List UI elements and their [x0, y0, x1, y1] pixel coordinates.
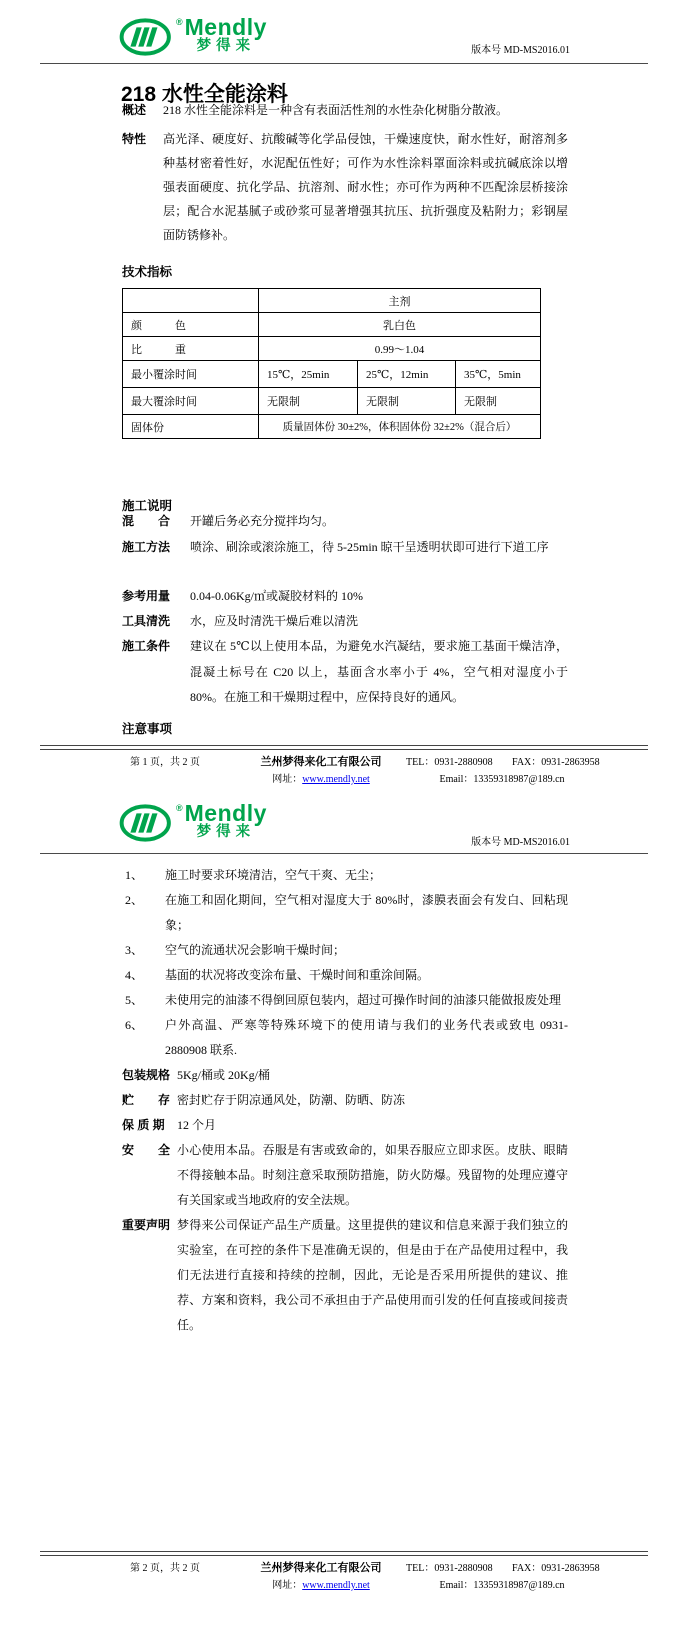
features-text: 高光泽、硬度好、抗酸碱等化学品侵蚀，干燥速度快，耐水性好，耐溶剂多种基材密着性好，水泥配伍性好；可作为水性涂料罩面涂料或抗碱底涂以增强表面硬度、抗化学品、抗溶剂、耐水性；亦可作为两种不匹配涂层桥接涂层；配合水泥基腻子或砂浆可显著增强其抗压、抗折强度及粘附力；彩钢屋面防锈修补。 — [163, 132, 568, 242]
max-recoat-label-cell: 最大覆涂时间 — [123, 388, 259, 415]
field-label: 保 质 期 — [122, 1118, 165, 1132]
field-label: 安 全 — [122, 1143, 171, 1157]
note-item — [122, 938, 568, 963]
field-label: 包装规格 — [122, 1068, 171, 1082]
note-item — [122, 888, 568, 938]
header-rule — [40, 63, 648, 64]
table-row — [123, 361, 541, 388]
page-title: 218 水性全能涂料 — [121, 83, 288, 107]
max-recoat-value-cell: 无限制 — [358, 388, 456, 415]
page-footer — [40, 1551, 648, 1593]
shelf-life-row — [122, 1113, 568, 1138]
note-item — [122, 863, 568, 888]
field-label: 施工条件 — [122, 639, 171, 653]
field-value: 水，应及时清洗干燥后难以清洗 — [190, 614, 359, 628]
footer-fax: FAX：0931-2863958 — [512, 1563, 600, 1574]
construction-row-dosage — [122, 584, 568, 609]
field-value: 梦得来公司保证产品生产质量。这里提供的建议和信息来源于我们独立的实验室，在可控的条件下是准确无误的，但是由于在产品使用过程中，我们无法进行直接和持续的控制，因此，无论是否采用所提供的建议、推荐、方案和资料，我公司不承担由于产品使用而引发的任何直接或间接责任。 — [177, 1218, 568, 1332]
field-label: 重要声明 — [122, 1218, 171, 1232]
overview-label: 概述 — [122, 103, 147, 117]
field-value: 5Kg/桶或 20Kg/桶 — [177, 1068, 271, 1082]
mendly-logo-icon — [119, 803, 175, 843]
field-value: 小心使用本品。吞服是有害或致命的，如果吞服应立即求医。皮肤、眼睛不得接触本品。时刻注意采取预防措施，防火防爆。残留物的处理应遵守有关国家或当地政府的安全法规。 — [177, 1143, 568, 1207]
footer-line-1 — [40, 753, 648, 769]
solids-value-cell: 质量固体份 30±2%，体积固体份 32±2%（混合后） — [259, 415, 541, 439]
footer-web — [246, 773, 396, 787]
field-label: 贮 存 — [122, 1093, 171, 1107]
overview-row — [122, 101, 568, 120]
max-recoat-value-cell: 无限制 — [259, 388, 358, 415]
note-item — [122, 1013, 568, 1063]
table-cell-empty — [123, 289, 259, 313]
note-number: 3、 — [125, 943, 144, 957]
footer-rule — [40, 745, 648, 750]
note-item — [122, 963, 568, 988]
tech-specs-heading: 技术指标 — [122, 265, 173, 280]
table-row — [123, 415, 541, 439]
footer-web — [246, 1579, 396, 1593]
construction-row-method — [122, 534, 568, 561]
max-recoat-value-cell: 无限制 — [456, 388, 541, 415]
brand-name-cn: 梦得来 — [196, 38, 256, 54]
brand-name-cn: 梦得来 — [196, 824, 256, 840]
footer-line-2 — [40, 770, 648, 787]
web-label: 网址： — [272, 1580, 303, 1591]
registered-mark: ® — [176, 803, 183, 813]
tech-specs-table — [122, 288, 541, 439]
gravity-value-cell: 0.99～1.04 — [259, 337, 541, 361]
note-text: 未使用完的油漆不得倒回原包装内，超过可操作时间的油漆只能做报废处理 — [165, 993, 562, 1007]
construction-row-cleaning — [122, 609, 568, 634]
version-label: 版本号 MD-MS2016.01 — [471, 45, 570, 56]
overview-text: 218 水性全能涂料是一种含有表面活性剂的水性杂化树脂分散液。 — [163, 103, 509, 117]
brand-text — [184, 14, 267, 55]
footer-email: Email：13359318987@189.cn — [439, 1580, 565, 1591]
website-link[interactable]: www.mendly.net — [302, 774, 370, 785]
note-item — [122, 988, 568, 1013]
construction-row-mixing — [122, 509, 568, 534]
features-row — [122, 127, 568, 247]
min-recoat-label-cell: 最小覆涂时间 — [123, 361, 259, 388]
note-text: 空气的流通状况会影响干燥时间； — [165, 943, 346, 957]
storage-row — [122, 1088, 568, 1113]
note-number: 4、 — [125, 968, 144, 982]
footer-tel: TEL：0931-2880908 — [406, 1563, 493, 1574]
field-value: 喷涂、刷涂或滚涂施工，待 5-25min 晾干呈透明状即可进行下道工序 — [190, 540, 549, 554]
note-number: 5、 — [125, 993, 144, 1007]
packaging-row — [122, 1063, 568, 1088]
page-2 — [0, 789, 687, 1638]
registered-mark: ® — [176, 17, 183, 27]
table-header-main-agent: 主剂 — [259, 289, 541, 313]
field-value: 密封贮存于阴凉通风处，防潮、防晒、防冻 — [177, 1093, 406, 1107]
safety-row — [122, 1138, 568, 1213]
note-text: 施工时要求环境清洁，空气干爽、无尘； — [165, 868, 382, 882]
website-link[interactable]: www.mendly.net — [302, 1580, 370, 1591]
table-row — [123, 313, 541, 337]
page-1 — [0, 0, 687, 789]
field-label: 混 合 — [122, 514, 171, 528]
footer-tel: TEL：0931-2880908 — [406, 757, 493, 768]
note-text: 户外高温、严寒等特殊环境下的使用请与我们的业务代表或致电 0931-2880908 联系. — [165, 1018, 568, 1057]
note-text: 在施工和固化期间，空气相对湿度大于 80%时，漆膜表面会有发白、回粘现象； — [165, 893, 568, 932]
company-name: 兰州梦得来化工有限公司 — [260, 1562, 382, 1574]
footer-fax: FAX：0931-2863958 — [512, 757, 600, 768]
page2-content — [122, 863, 568, 1338]
table-row — [123, 388, 541, 415]
note-number: 6、 — [125, 1018, 144, 1032]
disclaimer-row — [122, 1213, 568, 1338]
note-number: 2、 — [125, 893, 144, 907]
min-recoat-value-cell: 25℃，12min — [358, 361, 456, 388]
field-label: 施工方法 — [122, 540, 171, 554]
field-label: 工具清洗 — [122, 614, 171, 628]
table-row — [123, 337, 541, 361]
construction-row-conditions — [122, 634, 568, 711]
note-text: 基面的状况将改变涂布量、干燥时间和重涂间隔。 — [165, 968, 430, 982]
brand-text — [184, 800, 267, 841]
mendly-logo-icon — [119, 17, 175, 57]
gravity-label-cell: 比 重 — [123, 337, 259, 361]
field-value: 12 个月 — [177, 1118, 217, 1132]
field-value: 0.04-0.06Kg/㎡或凝胶材料的 10% — [190, 589, 363, 603]
note-number: 1、 — [125, 868, 144, 882]
footer-line-2 — [40, 1576, 648, 1593]
page-number: 第 1 页，共 2 页 — [130, 757, 200, 768]
header-rule — [40, 853, 648, 854]
field-value: 建议在 5℃以上使用本品，为避免水汽凝结，要求施工基面干燥洁净，混凝土标号在 C20 以上，基面含水率小于 4%，空气相对湿度小于 80%。在施工和干燥期过程中，应保持良好的通风。 — [190, 639, 568, 704]
min-recoat-value-cell: 35℃，5min — [456, 361, 541, 388]
color-label-cell: 颜 色 — [123, 313, 259, 337]
page-footer — [40, 745, 648, 787]
field-value: 开罐后务必充分搅拌均匀。 — [190, 514, 335, 528]
field-label: 参考用量 — [122, 589, 171, 603]
footer-line-1 — [40, 1559, 648, 1575]
precautions-heading: 注意事项 — [122, 722, 173, 737]
version-label: 版本号 MD-MS2016.01 — [471, 837, 570, 848]
company-name: 兰州梦得来化工有限公司 — [260, 756, 382, 768]
features-label: 特性 — [122, 132, 147, 146]
min-recoat-value-cell: 15℃，25min — [259, 361, 358, 388]
mendly-logo — [119, 14, 267, 57]
color-value-cell: 乳白色 — [259, 313, 541, 337]
mendly-logo — [119, 800, 267, 843]
brand-name-en: Mendly — [184, 800, 267, 826]
solids-label-cell: 固体份 — [123, 415, 259, 439]
page-number: 第 2 页，共 2 页 — [130, 1563, 200, 1574]
footer-rule — [40, 1551, 648, 1556]
table-row — [123, 289, 541, 313]
brand-name-en: Mendly — [184, 14, 267, 40]
web-label: 网址： — [272, 774, 303, 785]
construction-heading: 施工说明 — [122, 499, 173, 514]
footer-email: Email：13359318987@189.cn — [439, 774, 565, 785]
